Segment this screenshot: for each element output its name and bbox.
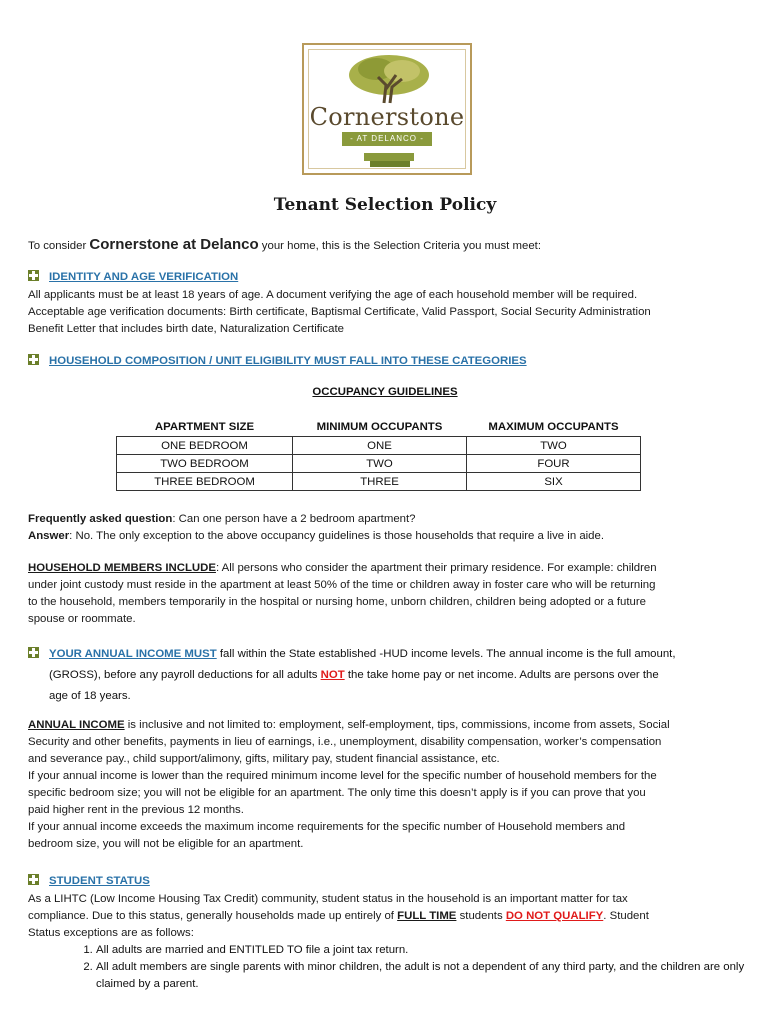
table-cell: TWO BEDROOM (117, 455, 293, 473)
table-row (117, 437, 641, 455)
members-line: to the household, members temporarily in the hospital or nursing home, unborn children, children being adopted or a future (28, 596, 646, 608)
property-name: Cornerstone at Delanco (89, 236, 259, 253)
annual-line: and severance pay., child support/alimony, gifts, military pay, student financial assistance, etc. (28, 753, 500, 765)
student-line: As a LIHTC (Low Income Housing Tax Credit) community, student status in the household is an important matter for tax (28, 893, 628, 905)
faq-answer (28, 528, 744, 545)
do-not-qualify-emphasis: DO NOT QUALIFY (505, 910, 604, 922)
annual-income-label: ANNUAL INCOME (28, 719, 125, 731)
income-line: age of 18 years. (49, 690, 131, 702)
members-line: : All persons who consider the apartment their primary residence. For example: children (215, 562, 657, 574)
identity-line: Benefit Letter that includes birth date, Naturalization Certificate (28, 323, 344, 335)
occupancy-table (116, 418, 641, 491)
column-header: APARTMENT SIZE (154, 421, 255, 433)
household-heading-link[interactable]: HOUSEHOLD COMPOSITION / UNIT ELIGIBILITY MUST FALL INTO THESE CATEGORIES (49, 355, 527, 367)
student-line: compliance. Due to this status, generally households made up entirely of (28, 910, 398, 922)
student-exceptions-list (70, 942, 770, 993)
annual-line: specific bedroom size; you will not be eligible for an apartment. The only time this doesn’t apply is if you can prove that you (28, 787, 646, 799)
annual-line: If your annual income exceeds the maximum income requirements for the specific number of Household members and (28, 821, 626, 833)
intro-text (28, 236, 744, 255)
annual-line: bedroom size, you will not be eligible for an apartment. (28, 838, 304, 850)
faq-answer-text: : No. The only exception to the above occupancy guidelines is those households that require a live in aide. (69, 530, 605, 542)
identity-line: Acceptable age verification documents: Birth certificate, Baptismal Certificate, Valid Passport, Social Security Administration (28, 306, 651, 318)
members-block (28, 560, 744, 628)
income-line: the take home pay or net income. Adults are persons over the (344, 669, 659, 681)
annual-line: Security and other benefits, payments in lieu of earnings, i.e., unemployment, disability compensation, worker’s compensation (28, 736, 662, 748)
income-line: fall within the State established -HUD income levels. The annual income is the full amount, (216, 648, 676, 660)
faq-answer-label: Answer (28, 530, 70, 542)
faq-question-text: : Can one person have a 2 bedroom apartment? (172, 513, 416, 525)
income-heading-link[interactable]: YOUR ANNUAL INCOME MUST (49, 648, 217, 660)
annual-line: paid higher rent in the previous 12 months. (28, 804, 244, 816)
table-cell: THREE BEDROOM (117, 473, 293, 491)
list-item: 1. All adults are married and ENTITLED TO file a joint tax return. (96, 942, 770, 959)
income-line: (GROSS), before any payroll deductions for all adults (49, 669, 321, 681)
table-cell: ONE (293, 437, 467, 455)
column-header: MAXIMUM OCCUPANTS (488, 421, 619, 433)
members-line: under joint custody must reside in the apartment at least 50% of the time or children away in foster care who will be returning (28, 579, 656, 591)
identity-body (28, 287, 744, 338)
plus-bullet-icon (28, 270, 39, 281)
annual-line: is inclusive and not limited to: employment, self-employment, tips, commissions, income from assets, Social (124, 719, 670, 731)
intro-post: your home, this is the Selection Criteria you must meet: (258, 240, 541, 252)
column-header: MINIMUM OCCUPANTS (316, 421, 443, 433)
student-line: Status exceptions are as follows: (28, 927, 194, 939)
annual-income-block (28, 717, 744, 853)
full-time-emphasis: FULL TIME (397, 910, 457, 922)
table-row (117, 455, 641, 473)
logo-name: Cornerstone (309, 103, 465, 131)
list-item: 2. All adult members are single parents with minor children, the adult is not a dependent of any third party, and the children are only claimed by a parent. (96, 959, 770, 993)
identity-line: All applicants must be at least 18 years of age. A document verifying the age of each household member will be required. (28, 289, 638, 301)
members-line: spouse or roommate. (28, 613, 136, 625)
faq-question-label: Frequently asked question (28, 513, 173, 525)
members-label: HOUSEHOLD MEMBERS INCLUDE (28, 562, 216, 574)
plus-bullet-icon (28, 647, 39, 658)
occupancy-header-row (117, 418, 641, 437)
faq-question (28, 511, 744, 528)
household-heading (28, 353, 527, 370)
identity-heading (28, 269, 238, 286)
cornerstone-logo (302, 43, 472, 175)
table-cell: FOUR (467, 455, 641, 473)
identity-heading-link[interactable]: IDENTITY AND AGE VERIFICATION (49, 271, 239, 283)
income-block (28, 644, 744, 707)
faq-block (28, 511, 744, 545)
logo-subtitle: - AT DELANCO - (342, 132, 432, 146)
page-title: Tenant Selection Policy (273, 195, 497, 215)
student-heading-link[interactable]: STUDENT STATUS (49, 875, 150, 887)
plus-bullet-icon (28, 874, 39, 885)
table-cell: TWO (467, 437, 641, 455)
student-line: . Student (603, 910, 649, 922)
table-cell: TWO (293, 455, 467, 473)
occupancy-title: OCCUPANCY GUIDELINES (312, 386, 458, 398)
student-line: students (456, 910, 506, 922)
not-emphasis: NOT (320, 669, 345, 681)
table-cell: THREE (293, 473, 467, 491)
table-row (117, 473, 641, 491)
annual-line: If your annual income is lower than the required minimum income level for the specific number of household members for the (28, 770, 657, 782)
table-cell: ONE BEDROOM (117, 437, 293, 455)
table-cell: SIX (467, 473, 641, 491)
plus-bullet-icon (28, 354, 39, 365)
intro-pre: To consider (28, 240, 90, 252)
student-body (28, 891, 744, 942)
student-heading (28, 873, 150, 890)
